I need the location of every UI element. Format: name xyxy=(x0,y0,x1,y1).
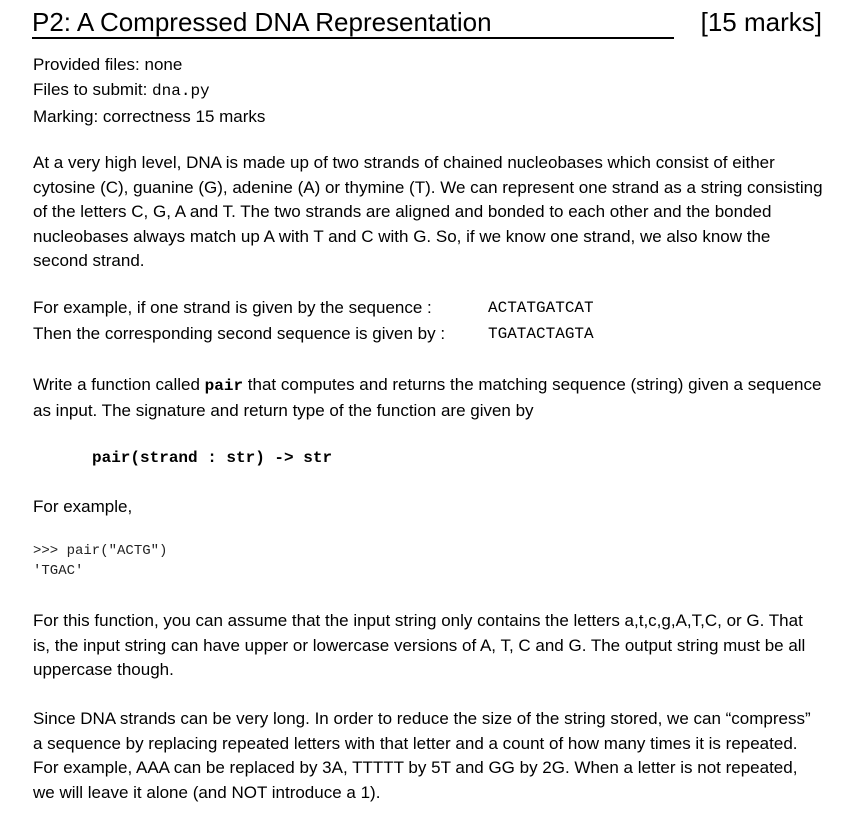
title-underline xyxy=(32,37,674,39)
example-strand-text: For example, if one strand is given by the sequence : xyxy=(33,298,432,317)
assumption-paragraph: For this function, you can assume that the input string only contains the letters a,t,c,g,A,T,C, or G. That is, the input string can have upper or lowercase versions of A, T, C and G. The output string must be all uppercase though. xyxy=(33,611,806,679)
provided-files-value: none xyxy=(144,55,183,74)
code-line-result: 'TGAC' xyxy=(33,563,84,579)
compression-paragraph: Since DNA strands can be very long. In order to reduce the size of the string stored, we can “compress” a sequence by replacing repeated letters with that letter and a count of how many times it is repeated. For example, AAA can be replaced by 3A, TTTTT by 5T and GG by 2G. When a letter is not repeated, we will leave it alone (and NOT introduce a 1). xyxy=(33,709,811,802)
marks-label: [15 marks] xyxy=(700,7,822,37)
example-strand-sequence: ACTATGATCAT xyxy=(488,299,594,317)
assignment-meta xyxy=(33,52,265,129)
code-example xyxy=(33,541,167,581)
submit-files-line xyxy=(33,77,265,104)
provided-files-label: Provided files: xyxy=(33,55,145,74)
function-name: pair xyxy=(204,377,244,395)
marking-line xyxy=(33,104,265,129)
function-signature: pair(strand : str) -> str xyxy=(92,449,333,467)
marking-value: correctness 15 marks xyxy=(102,107,266,126)
marking-label: Marking: xyxy=(33,107,103,126)
submit-files-value: dna.py xyxy=(152,82,210,100)
function-description-paragraph xyxy=(33,373,823,423)
function-desc-post: that computes and returns the matching sequence (string) given a sequence as input. The signature and return type of the function are given by xyxy=(33,375,822,420)
intro-paragraph: At a very high level, DNA is made up of two strands of chained nucleobases which consist of either cytosine (C), guanine (G), adenine (A) or thymine (T). We can represent one strand as a string consisting of the letters C, G, A and T. The two strands are aligned and bonded to each other and the bonded nucleobases always match up A with T and C with G. So, if we know one strand, we also know the second strand. xyxy=(33,153,823,270)
example-strand-line xyxy=(33,296,594,320)
section-header xyxy=(32,6,822,38)
submit-files-label: Files to submit: xyxy=(33,80,153,99)
function-desc-pre: Write a function called xyxy=(33,375,205,394)
provided-files-line xyxy=(33,52,265,77)
code-line-call: >>> pair("ACTG") xyxy=(33,543,168,559)
page-title: P2: A Compressed DNA Representation xyxy=(32,7,492,37)
example-pair-sequence: TGATACTAGTA xyxy=(488,325,594,343)
example-pair-text: Then the corresponding second sequence is given by : xyxy=(33,324,446,343)
example-pair-line xyxy=(33,322,594,346)
for-example-label: For example, xyxy=(33,497,133,516)
